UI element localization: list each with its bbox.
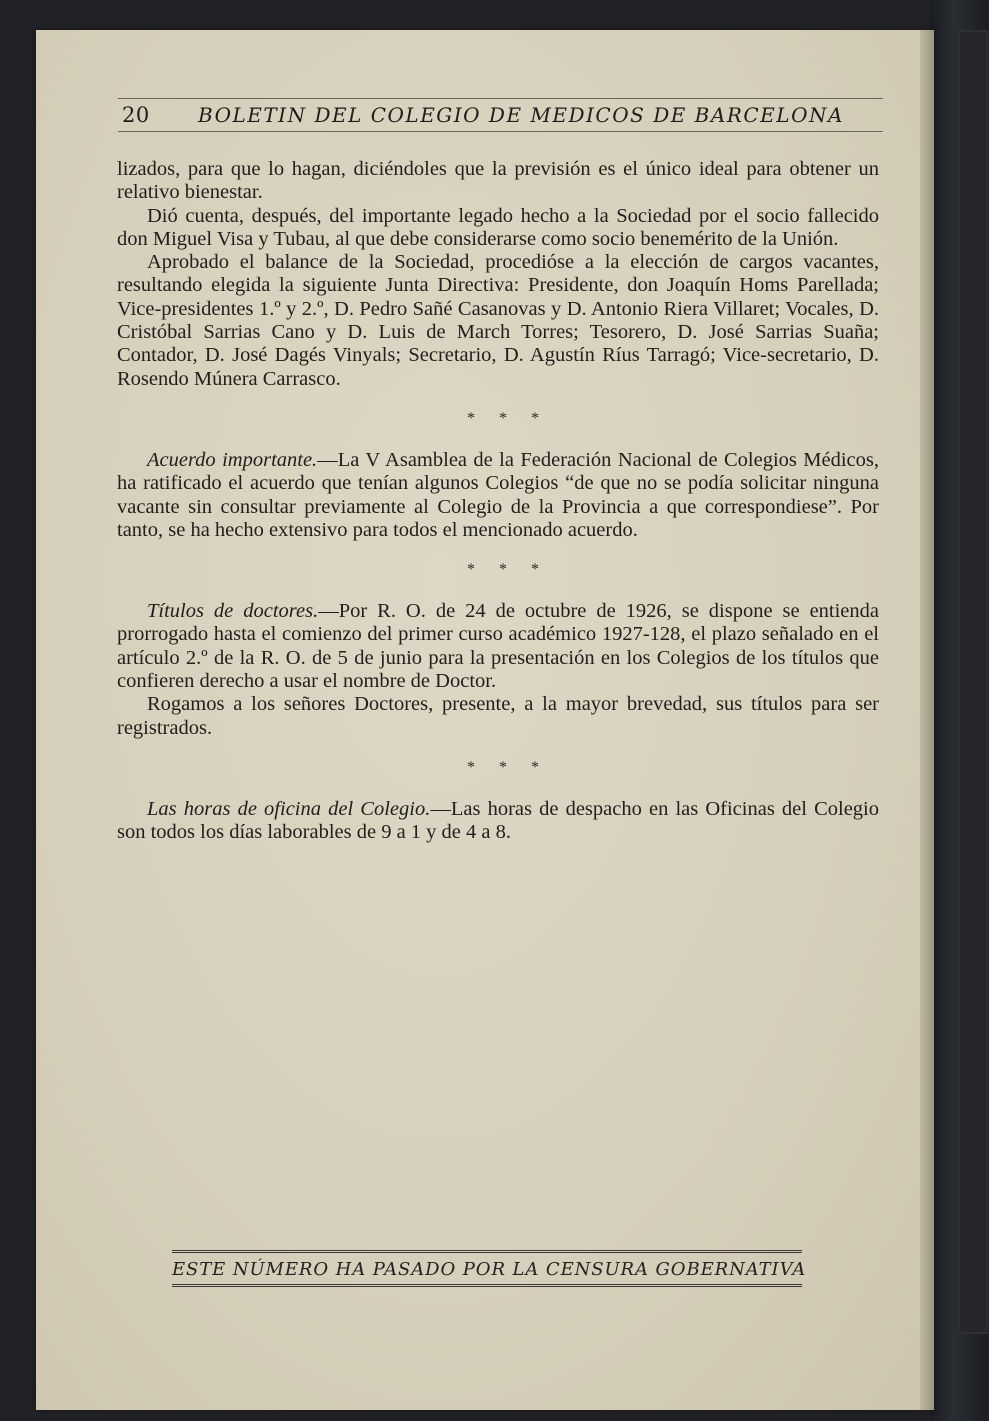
paragraph-continuation: lizados, para que lo hagan, diciéndoles que la previsión es el único ideal para obtener un relativo bienestar. <box>117 158 879 204</box>
article-body <box>117 158 879 845</box>
page-number: 20 <box>122 103 150 127</box>
adjacent-cover <box>958 30 988 1334</box>
page-header <box>118 98 883 132</box>
section-text-acuerdo: —La V Asamblea de la Federación Nacional de Colegios Médicos, ha ratificado el acuerdo que tenían algunos Colegios “de que no se podía solicitar ninguna vacante sin consultar previamente al Colegio de la Provincia a que correspondiese”. Por tanto, se ha hecho extensivo para todos el mencionado acuerdo. <box>117 448 879 541</box>
footer-bottom-rule <box>172 1284 802 1287</box>
section-titulos <box>117 600 879 693</box>
section-title-horas: Las horas de oficina del Colegio. <box>147 797 431 820</box>
section-separator: * * * <box>467 409 549 427</box>
page-footer <box>172 1250 807 1287</box>
section-text-titulos: —Por R. O. de 24 de octubre de 1926, se dispone se entienda prorrogado hasta el comienzo del primer curso académico 1927-128, el plazo señalado en el artículo 2.º de la R. O. de 5 de junio para la presentación en los Colegios de los títulos que confieren derecho a usar el nombre de Doctor. <box>117 600 880 693</box>
section-title-acuerdo: Acuerdo importante. <box>147 448 318 471</box>
paragraph-rogamos: Rogamos a los señores Doctores, presente, a la mayor brevedad, sus títulos para ser registrados. <box>117 693 879 739</box>
section-separator: * * * <box>467 561 549 579</box>
censorship-notice: ESTE NÚMERO HA PASADO POR LA CENSURA GOBERNATIVA <box>172 1259 807 1280</box>
section-text-horas: —Las horas de despacho en las Oficinas del Colegio son todos los días laborables de 9 a 1 y de 4 a 8. <box>117 797 880 844</box>
page-gutter-edge <box>920 30 934 1410</box>
section-title-titulos: Títulos de doctores. <box>147 600 319 623</box>
section-separator: * * * <box>467 758 549 776</box>
section-horas <box>117 798 879 845</box>
paragraph-legado: Dió cuenta, después, del importante legado hecho a la Sociedad por el socio fallecido don Miguel Visa y Tubau, al que debe considerarse como socio benemérito de la Unión. <box>117 204 879 250</box>
paragraph-junta-directiva: Aprobado el balance de la Sociedad, procedióse a la elección de cargos vacantes, resultando elegida la siguiente Junta Directiva: Presidente, don Joaquín Homs Parellada; Vice-presidentes 1.º y 2.º, D. Pedro Sañé Casanovas y D. Antonio Riera Villaret; Vocales, D. Cristóbal Sarrias Cano y D. Luis de March Torres; Tesorero, D. José Sarrias Suaña; Contador, D. José Dagés Vinyals; Secretario, D. Agustín Ríus Tarragó; Vice-secretario, D. Rosendo Múnera Carrasco. <box>117 251 879 390</box>
running-title: BOLETIN DEL COLEGIO DE MEDICOS DE BARCELONA <box>198 103 844 127</box>
section-acuerdo <box>117 449 879 542</box>
